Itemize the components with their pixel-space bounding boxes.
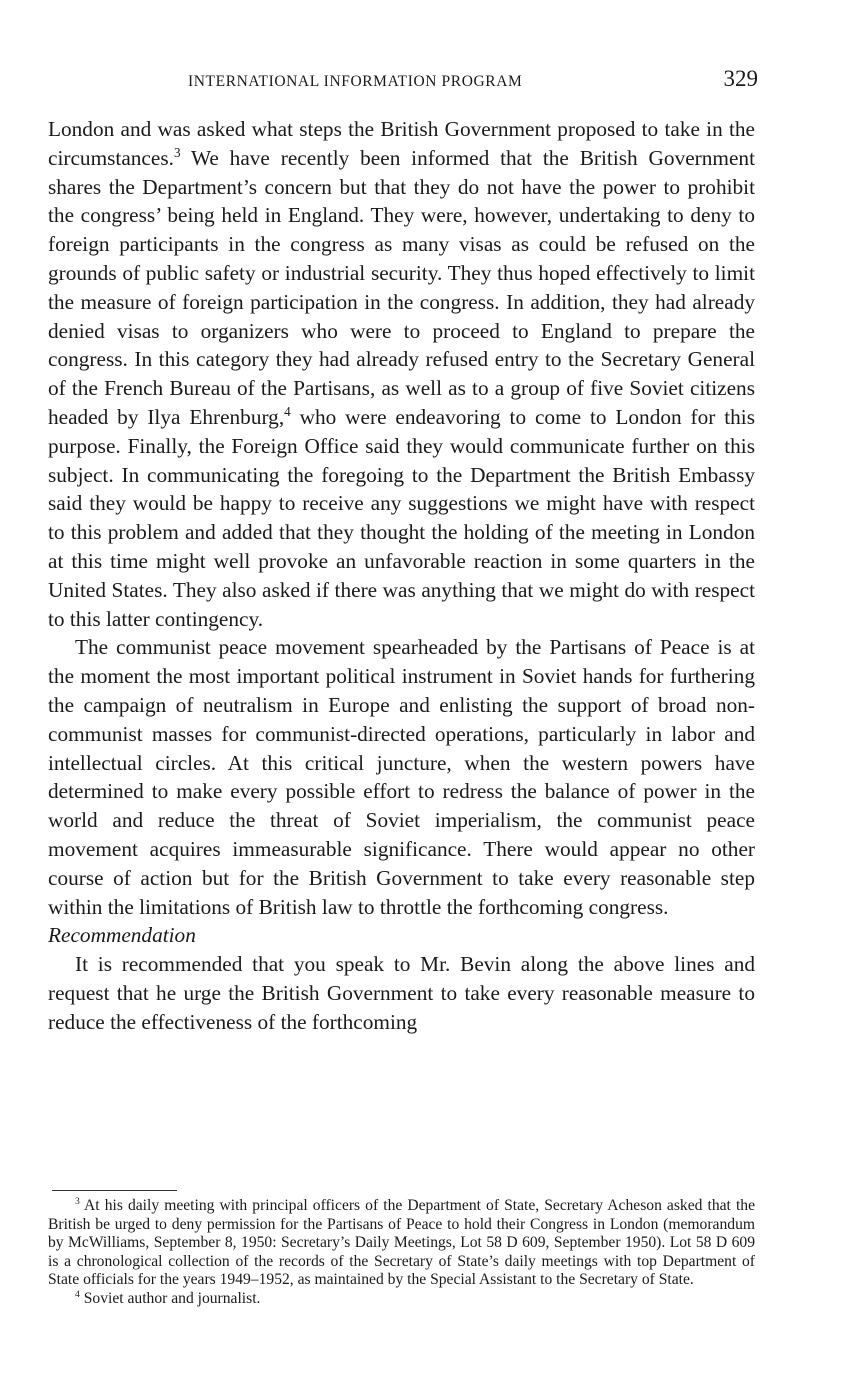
paragraph-text: who were endeavoring to come to London for this purpose. Finally, the Foreign Office said they would communicate further on this subject. In communicating the foregoing to the Department the British Embassy said they would be happy to receive any suggestions we might have with respect to this problem and added that they thought the holding of the meeting in London at this time might well provoke an unfavorable reaction in some quarters in the United States. They also asked if there was anything that we might do with respect to this latter contingency. xyxy=(48,404,755,631)
footnote-marker: 4 xyxy=(75,1288,80,1300)
main-text xyxy=(48,115,755,1037)
paragraph xyxy=(48,115,755,633)
footnote-reference-4: 4 xyxy=(284,403,291,419)
footnote-3 xyxy=(48,1197,755,1290)
footnotes xyxy=(48,1197,755,1309)
footnote-text: At his daily meeting with principal officers of the Department of State, Secretary Acheson asked that the British be urged to deny permission for the Partisans of Peace to hold their Congress in London (memorandum by McWilliams, September 8, 1950: Secretary’s Daily Meetings, Lot 58 D 609, September 1950). Lot 58 D 609 is a chronological collection of the records of the Secretary of State’s daily meetings with top Department of State officials for the years 1949–1952, as maintained by the Special Assistant to the Secretary of State. xyxy=(48,1197,755,1289)
running-head: INTERNATIONAL INFORMATION PROGRAM xyxy=(188,73,523,90)
paragraph-text: We have recently been informed that the British Government shares the Department’s concern but that they do not have the power to prohibit the congress’ being held in England. They were, however, undertaking to deny to foreign participants in the congress as many visas as could be refused on the grounds of public safety or industrial security. They thus hoped effectively to limit the measure of foreign participation in the congress. In addition, they had already denied visas to organizers who were to proceed to England to prepare the congress. In this category they had already refused entry to the Secretary General of the French Bureau of the Partisans, as well as to a group of five Soviet citizens headed by Ilya Ehrenburg, xyxy=(48,145,755,429)
page-number: 329 xyxy=(723,66,758,91)
footnote-marker: 3 xyxy=(75,1195,80,1207)
footnote-text: Soviet author and journalist. xyxy=(83,1289,261,1307)
section-heading: Recommendation xyxy=(48,923,196,948)
footnote-4 xyxy=(48,1290,755,1309)
page-header xyxy=(48,66,758,96)
paragraph-text: London and was asked what steps the British Government proposed to take in the circumstances. xyxy=(48,117,755,170)
footnote-reference-3: 3 xyxy=(173,144,181,160)
paragraph: The communist peace movement spearheaded by the Partisans of Peace is at the moment the most important political instrument in Soviet hands for furthering the campaign of neutralism in Europe and enlisting the support of broad non-communist masses for communist-directed operations, particularly in labor and intellectual circles. At this critical juncture, when the western powers have determined to make every possible effort to redress the balance of power in the world and reduce the threat of Soviet imperialism, the communist peace movement acquires immeasurable significance. There would appear no other course of action but for the British Government to take every reasonable step within the limitations of British law to throttle the forthcoming congress. xyxy=(48,635,755,919)
footnote-divider xyxy=(52,1190,177,1191)
paragraph: It is recommended that you speak to Mr. Bevin along the above lines and request that he urge the British Government to take every reasonable measure to reduce the effectiveness of the forthcoming xyxy=(48,952,755,1034)
